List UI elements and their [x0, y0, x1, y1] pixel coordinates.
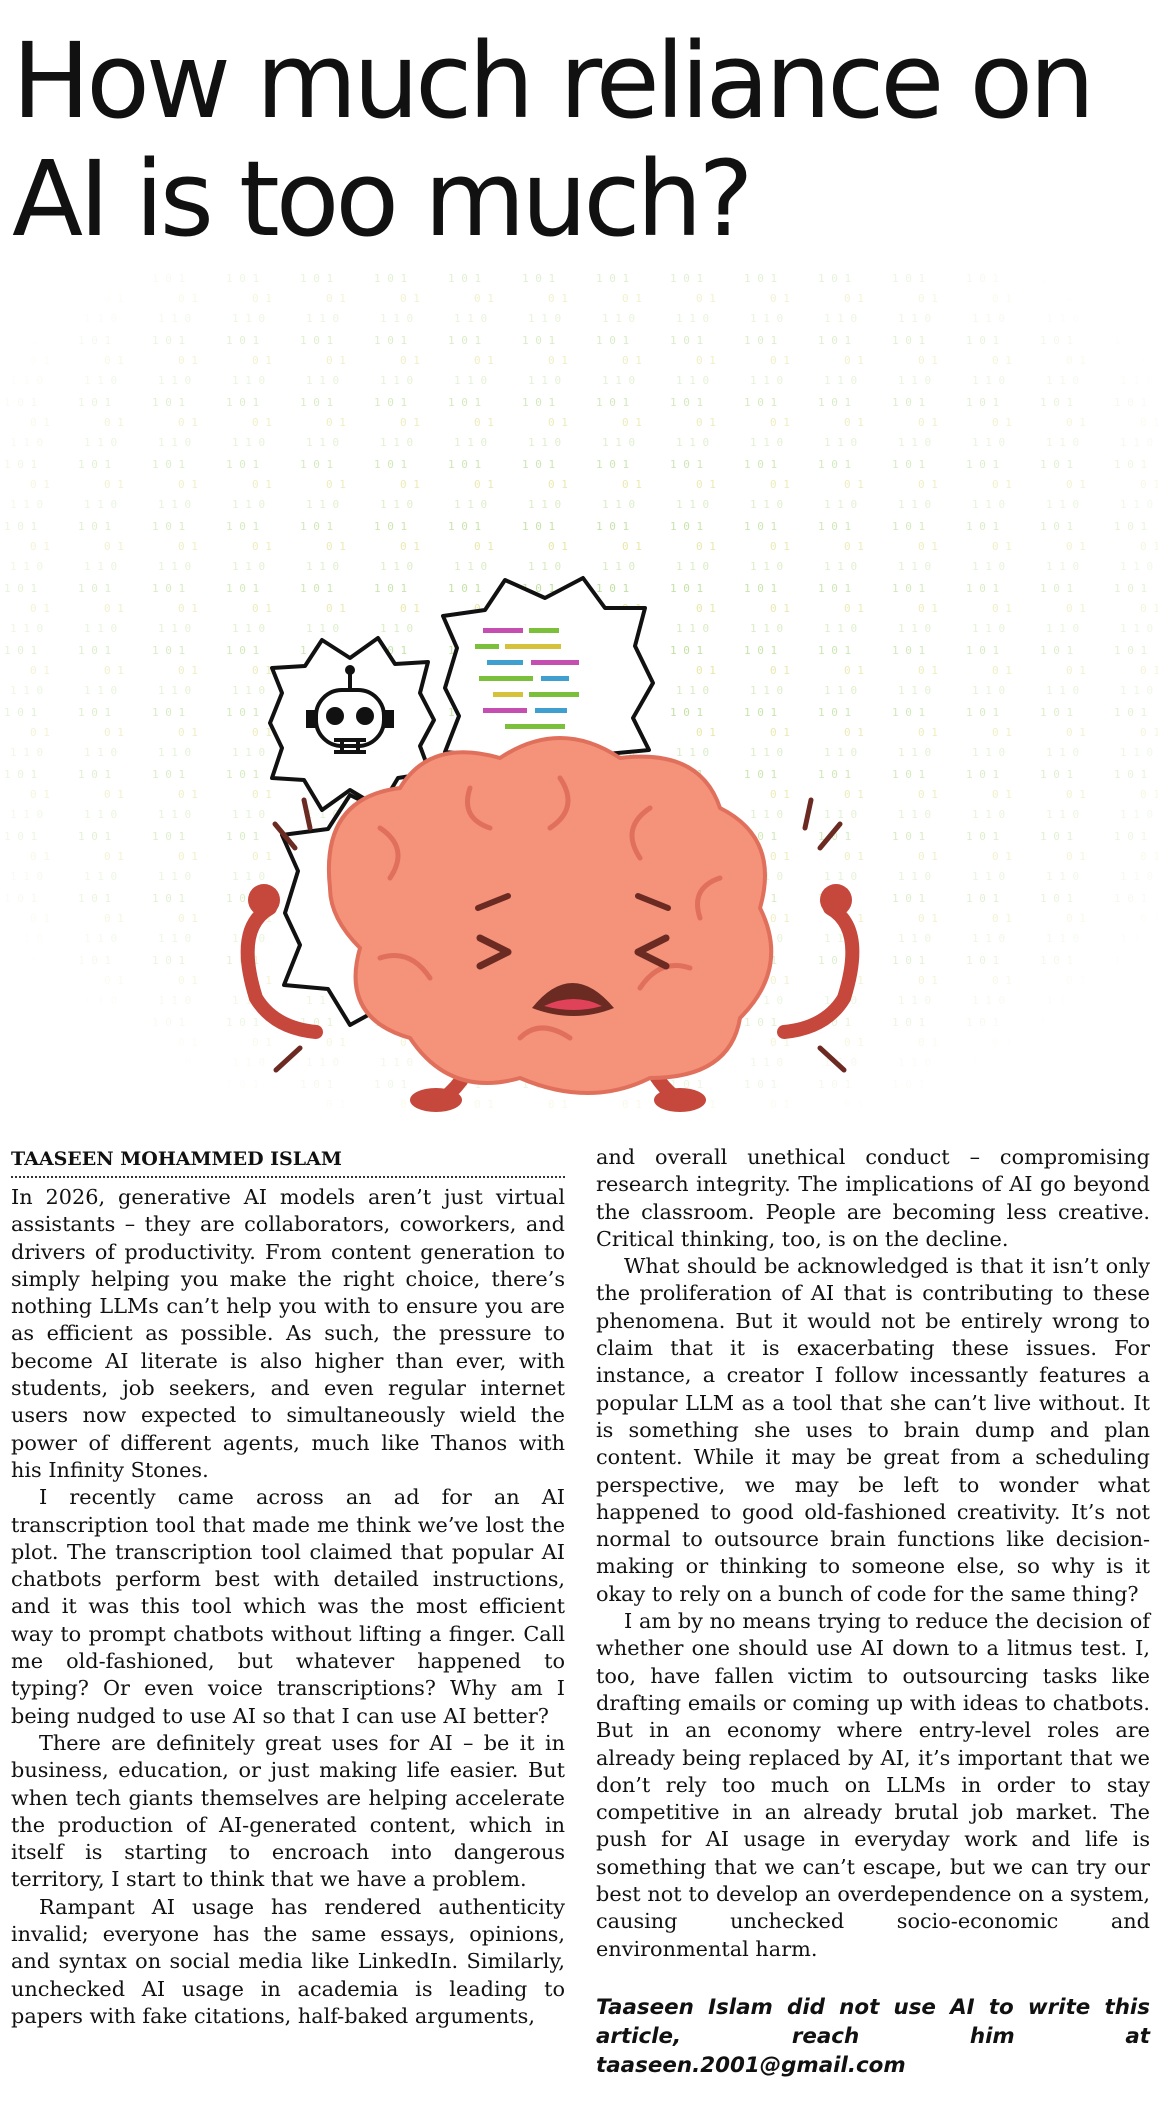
headline: How much reliance on AI is too much?: [12, 20, 1091, 260]
article-paragraph: What should be acknowledged is that it isn’t only the proliferation of AI that is contributing to these phenomena. But it would not be entirely wrong to claim that it is exacerbating these issues. For instance, a creator I follow incessantly features a popular LLM as a tool that she can’t live without. It is something she uses to brain dump and plan content. While it may be great from a scheduling perspective, we may be left to wonder what happened to good old-fashioned creativity. It’s not normal to outsource brain functions like decision-making or thinking to someone else, so why is it okay to rely on a bunch of code for the same thing?: [596, 1254, 1150, 1606]
article-paragraph: I am by no means trying to reduce the decision of whether one should use AI down to a litmus test. I, too, have fallen victim to outsourcing tasks like drafting emails or coming up with ideas to chatbots. But in an economy where entry-level roles are already being replaced by AI, it’s important that we don’t rely too much on LLMs in order to stay competitive in an already brutal job market. The push for AI usage in everyday work and life is something that we can’t escape, but we can try our best not to develop an overdependence on a system, causing unchecked socio-economic and environmental harm.: [596, 1609, 1150, 1961]
byline: TAASEEN MOHAMMED ISLAM: [11, 1144, 565, 1178]
article-paragraph: In 2026, generative AI models aren’t just virtual assistants – they are collaborators, coworkers, and drivers of productivity. From content generation to simply helping you make the right choice, there’s nothing LLMs can’t help you with to ensure you are as efficient as possible. As such, the pressure to become AI literate is also higher than ever, with students, job seekers, and even regular internet users now expected to simultaneously wield the power of different agents, much like Thanos with his Infinity Stones.: [11, 1185, 565, 1482]
author-note: Taaseen Islam did not use AI to write this article, reach him at taaseen.2001@gmail.com: [596, 1994, 1150, 2078]
article-column-right: [596, 1144, 1150, 2080]
article-column-left: [11, 1144, 565, 2030]
article-paragraph: There are definitely great uses for AI – be it in business, education, or just making life easier. But when tech giants themselves are helping accelerate the production of AI-generated content, which in itself is starting to encroach into dangerous territory, I start to think that we have a problem.: [11, 1730, 565, 1892]
illustration: [0, 268, 1158, 1118]
article-paragraph: and overall unethical conduct – compromising research integrity. The implications of AI go beyond the classroom. People are becoming less creative. Critical thinking, too, is on the decline.: [596, 1145, 1150, 1251]
article-paragraph: Rampant AI usage has rendered authenticity invalid; everyone has the same essays, opinions, and syntax on social media like LinkedIn. Similarly, unchecked AI usage in academia is leading to papers with fake citations, half-baked arguments,: [11, 1894, 565, 2028]
article-paragraph: I recently came across an ad for an AI transcription tool that made me think we’ve lost the plot. The transcription tool claimed that popular AI chatbots perform best with detailed instructions, and it was this tool which was the most efficient way to prompt chatbots without lifting a finger. Call me old-fashioned, but whatever happened to typing? Or even voice transcriptions? Why am I being nudged to use AI so that I can use AI better?: [11, 1485, 565, 1728]
